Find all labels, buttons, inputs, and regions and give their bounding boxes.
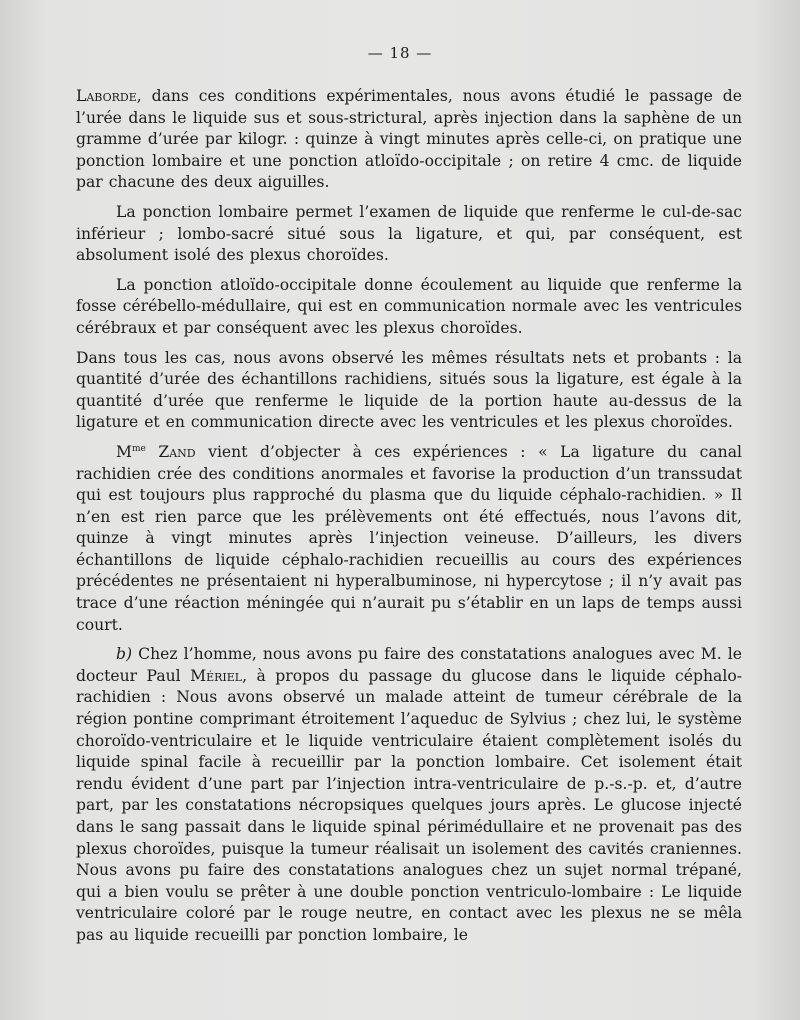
- text-run: La ponction atloïdo-occipitale donne écoulement au liquide que renferme la fosse cérébello-médullaire, qui est en communication normale avec les ventricules cérébraux et par conséquent avec les plexus choroïdes.: [76, 275, 742, 337]
- text-run: Laborde: [76, 87, 137, 105]
- text-run: Mériel: [190, 666, 243, 685]
- text-run: La ponction lombaire permet l’examen de liquide que renferme le cul-de-sac inférieur ; lombo-sacré situé sous la ligature, et qui, par conséquent, est absolument isolé des plexus choroïdes.: [76, 202, 742, 265]
- para-mme-zand: [76, 442, 742, 636]
- text-run: Zand: [158, 442, 196, 461]
- page-number: — 18 —: [367, 44, 433, 62]
- text-run: Chez l’homme, nous avons pu faire des constatations analogues avec M. le docteur Paul: [76, 645, 742, 685]
- text-run: , à propos du passage du glucose dans le liquide céphalo-rachidien : Nous avons observé un malade atteint de tumeur cérébrale de la région pontine comprimant étroitement l’aqueduc de Sylvius ; chez lui, le système choroïdo-ventriculaire et le liquide ventriculaire étaient complètement isolés du liquide spinal facile à recueillir par la ponction lombaire. Cet isolement était rendu évident d’une part par l’injection intra-ventriculaire de p.-s.-p. et, d’autre part, par les constatations nécropsiques quelques jours après. Le glucose injecté dans le sang passait dans le liquide spinal périmédullaire et ne provenait pas des plexus choroïdes, puisque la tumeur réalisait un isolement des cavités craniennes. Nous avons pu faire des constatations analogues chez un sujet normal trépané, qui a bien voulu se prêter à une double ponction ventriculo-lombaire : Le liquide ventriculaire coloré par le rouge neutre, en contact avec les plexus ne se mêla pas au liquide recueilli par ponction lombaire, le: [76, 666, 742, 944]
- body-text: [76, 86, 742, 955]
- text-run: vient d’objecter à ces expériences : « La ligature du canal rachidien crée des conditions anormales et favorise la production d’un transsudat qui est toujours plus rapproché du plasma que du liquide céphalo-rachidien. » Il n’en est rien parce que les prélèvements ont été effectués, nous l’avons dit, quinze à vingt minutes après l’injection veineuse. D’ailleurs, les divers échantillons de liquide céphalo-rachidien recueillis au cours des expériences précédentes ne présentaient ni hyperalbuminose, ni hypercytose ; il n’y avait pas trace d’une réaction méningée qui n’aurait pu s’établir en un laps de temps aussi court.: [76, 442, 742, 634]
- text-run: [146, 443, 159, 461]
- para-ponction-lombaire: [76, 202, 742, 267]
- para-ponction-atloido: [76, 275, 742, 340]
- para-dans-tous-les-cas: [76, 348, 742, 434]
- text-run: me: [131, 443, 146, 454]
- text-run: M: [116, 442, 132, 461]
- text-run: b): [116, 645, 133, 664]
- text-run: , dans ces conditions expérimentales, nous avons étudié le passage de l’urée dans le liquide sus et sous-strictural, après injection dans la saphène de un gramme d’urée par kilogr. : quinze à vingt minutes après celle-ci, on pratique une ponction lombaire et une ponction atloïdo-occipitale ; on retire 4 cmc. de liquide par chacune des deux aiguilles.: [76, 87, 742, 192]
- para-chez-l-homme: [76, 644, 742, 946]
- text-run: Dans tous les cas, nous avons observé les mêmes résultats nets et probants : la quantité d’urée des échantillons rachidiens, situés sous la ligature, est égale à la quantité d’urée que renferme le liquide de la portion haute au-dessus de la ligature et en communication directe avec les ventricules et les plexus choroïdes.: [76, 348, 742, 432]
- para-laborde: [76, 86, 742, 194]
